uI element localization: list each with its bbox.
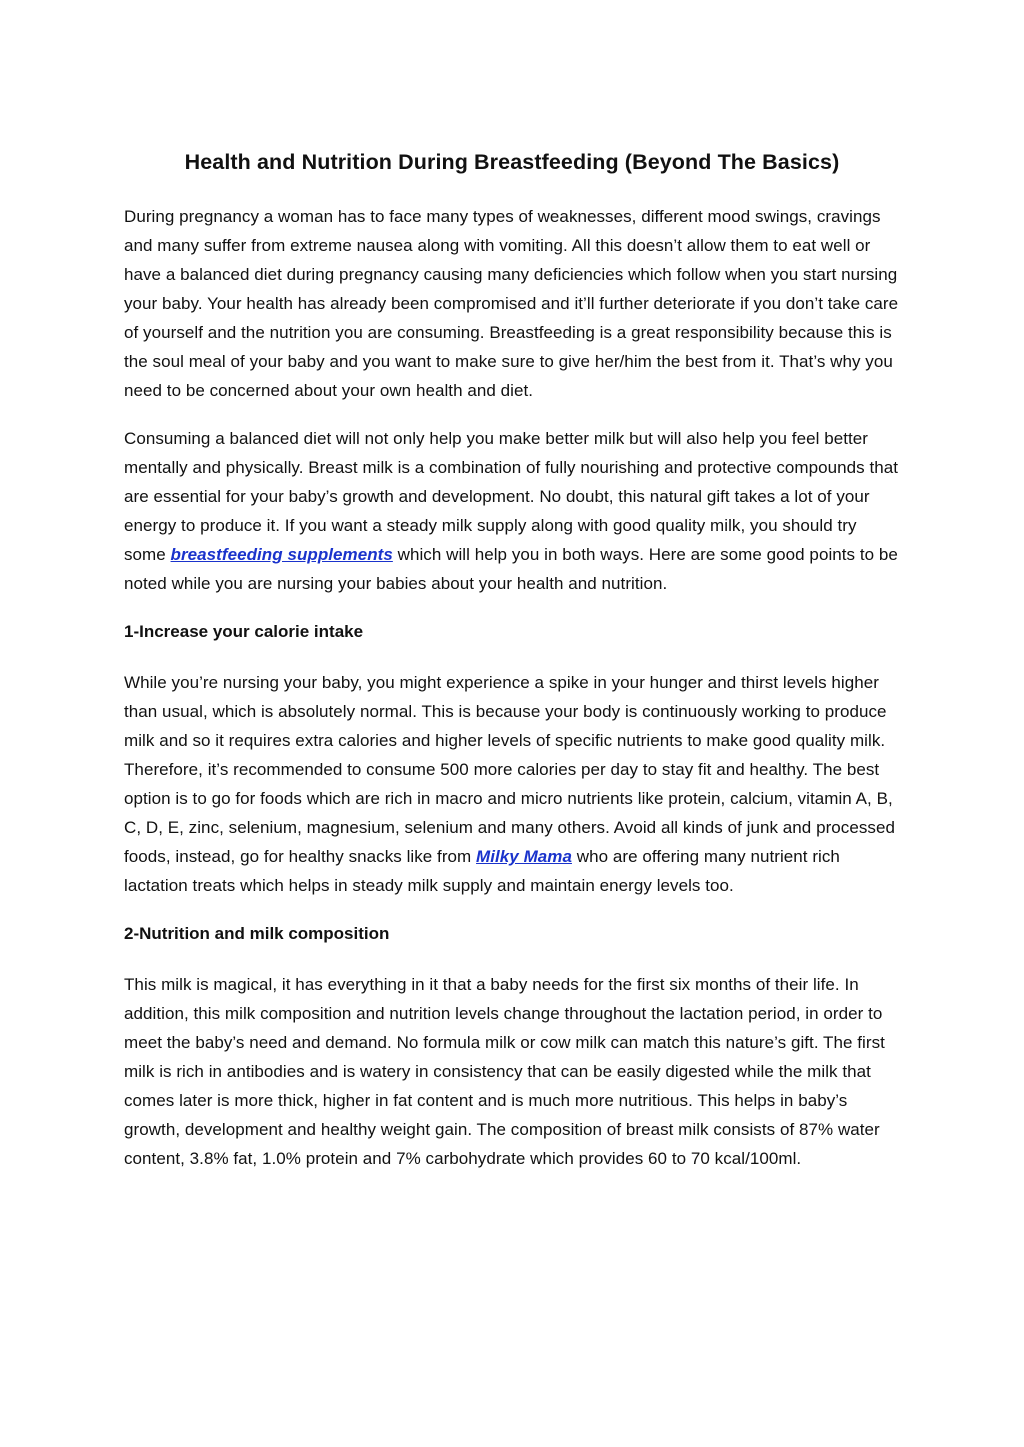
section-1-heading: 1-Increase your calorie intake [124,622,364,641]
balanced-diet-paragraph [124,424,900,598]
balanced-diet-text-after-link: which will help you in both ways. Here are some good points to be noted while you are nursing your babies about your health and nutrition. [124,545,898,593]
document-page [124,146,900,1192]
document-title: Health and Nutrition During Breastfeeding (Beyond The Basics) [184,150,840,174]
milky-mama-link[interactable]: Milky Mama [476,847,572,866]
section-2-heading: 2-Nutrition and milk composition [124,924,390,943]
breastfeeding-supplements-link[interactable]: breastfeeding supplements [170,545,393,564]
intro-paragraph: During pregnancy a woman has to face many types of weaknesses, different mood swings, cravings and many suffer from extreme nausea along with vomiting. All this doesn’t allow them to eat well or have a balanced diet during pregnancy causing many deficiencies which follow when you start nursing your baby. Your health has already been compromised and it’ll further deteriorate if you don’t take care of yourself and the nutrition you are consuming. Breastfeeding is a great responsibility because this is the soul meal of your baby and you want to make sure to give her/him the best from it. That’s why you need to be concerned about your own health and diet. [124,207,899,400]
section-1-text-before-link: While you’re nursing your baby, you might experience a spike in your hunger and thirst levels higher than usual, which is absolutely normal. This is because your body is continuously working to produce milk and so it requires extra calories and higher levels of specific nutrients to make good quality milk. Therefore, it’s recommended to consume 500 more calories per day to stay fit and healthy. The best option is to go for foods which are rich in macro and micro nutrients like protein, calcium, vitamin A, B, C, D, E, zinc, selenium, magnesium, selenium and many others. Avoid all kinds of junk and processed foods, instead, go for healthy snacks like from [124,673,895,866]
section-1-paragraph [124,668,900,900]
balanced-diet-text-before-link: Consuming a balanced diet will not only help you make better milk but will also help you feel better mentally and physically. Breast milk is a combination of fully nourishing and protective compounds that are essential for your baby’s growth and development. No doubt, this natural gift takes a lot of your energy to produce it. If you want a steady milk supply along with good quality milk, you should try some [124,429,899,564]
section-2-paragraph: This milk is magical, it has everything in it that a baby needs for the first six months of their life. In addition, this milk composition and nutrition levels change throughout the lactation period, in order to meet the baby’s need and demand. No formula milk or cow milk can match this nature’s gift. The first milk is rich in antibodies and is watery in consistency that can be easily digested while the milk that comes later is more thick, higher in fat content and is much more nutritious. This helps in baby’s growth, development and healthy weight gain. The composition of breast milk consists of 87% water content, 3.8% fat, 1.0% protein and 7% carbohydrate which provides 60 to 70 kcal/100ml. [124,975,885,1168]
section-1-text-after-link: who are offering many nutrient rich lactation treats which helps in steady milk supply and maintain energy levels too. [124,847,840,895]
